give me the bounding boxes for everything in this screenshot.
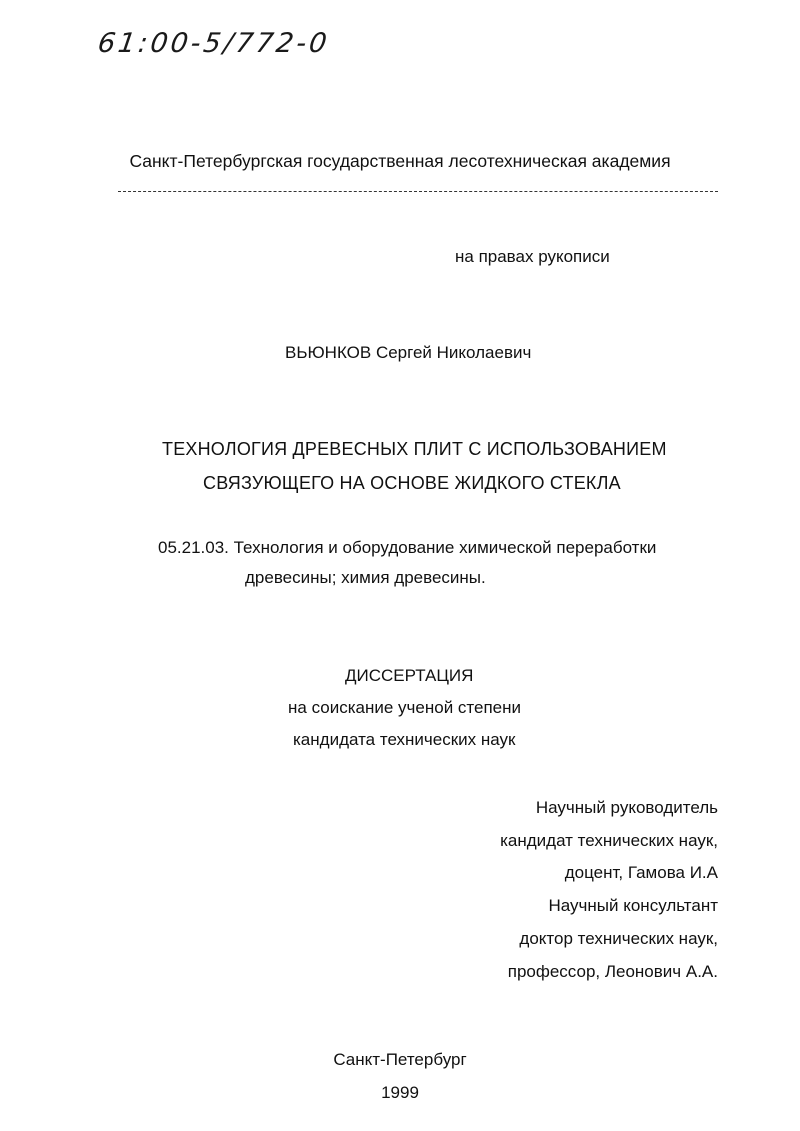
supervisor-line: Научный руководитель bbox=[535, 798, 718, 817]
supervisors-block bbox=[500, 792, 718, 988]
dissertation-label: ДИССЕРТАЦИЯ bbox=[345, 666, 474, 685]
specialty-line1: 05.21.03. Технология и оборудование химической переработки bbox=[158, 538, 657, 557]
year: 1999 bbox=[381, 1083, 419, 1102]
author-name: ВЬЮНКОВ Сергей Николаевич bbox=[285, 343, 532, 362]
supervisor-line: доктор технических наук, bbox=[519, 928, 718, 948]
city: Санкт-Петербург bbox=[333, 1050, 467, 1069]
supervisor-line: кандидат технических наук, bbox=[500, 830, 718, 850]
degree-line1: на соискание ученой степени bbox=[288, 698, 522, 717]
institution-name: Санкт-Петербургская государственная лесотехническая академия bbox=[129, 151, 671, 171]
dissertation-title-line2: СВЯЗУЮЩЕГО НА ОСНОВЕ ЖИДКОГО СТЕКЛА bbox=[203, 473, 621, 493]
rights-note: на правах рукописи bbox=[455, 247, 610, 266]
supervisor-line: доцент, Гамова И.А bbox=[564, 863, 718, 883]
supervisor-line: профессор, Леонович А.А. bbox=[507, 961, 718, 981]
degree-line2: кандидата технических наук bbox=[293, 730, 516, 749]
dashed-divider bbox=[118, 191, 718, 192]
dissertation-title-line1: ТЕХНОЛОГИЯ ДРЕВЕСНЫХ ПЛИТ С ИСПОЛЬЗОВАНИЕМ bbox=[162, 439, 667, 459]
specialty-line2: древесины; химия древесины. bbox=[245, 568, 486, 587]
supervisor-line: Научный консультант bbox=[548, 896, 718, 916]
handwritten-archive-number: 61:00-5/772-0 bbox=[95, 28, 332, 59]
